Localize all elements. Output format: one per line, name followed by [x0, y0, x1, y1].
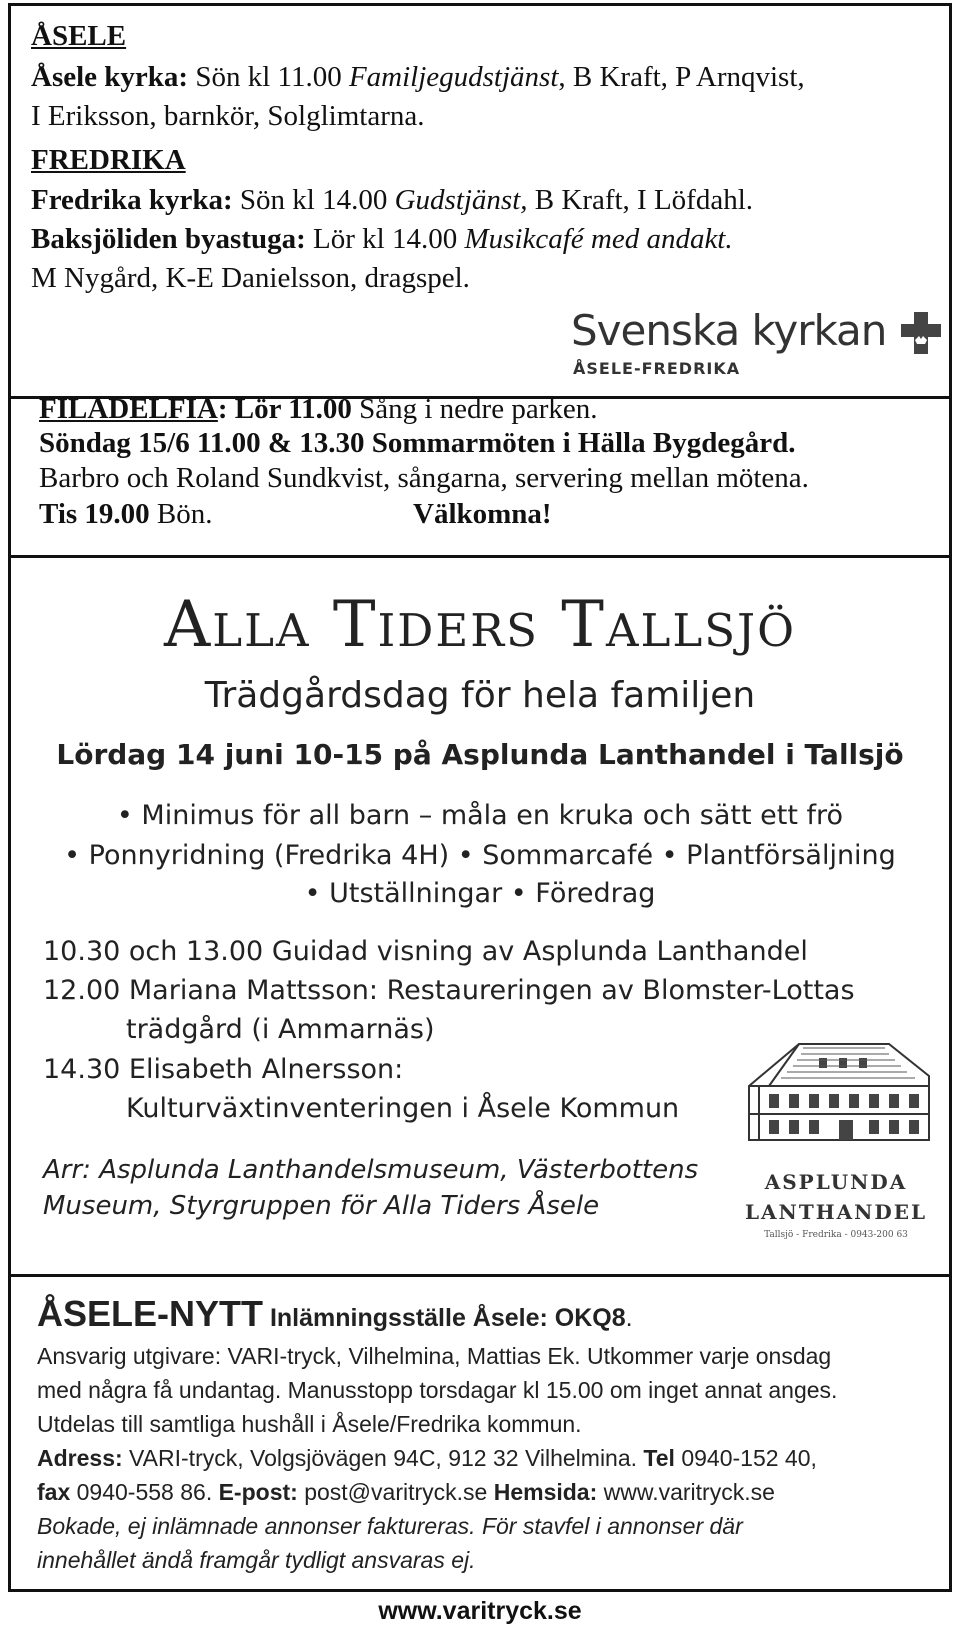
info-line: med några få undantag. Manusstopp torsdagar kl 15.00 om inget annat anges. — [37, 1377, 838, 1403]
logo-word: Svenska kyrkan — [571, 306, 887, 355]
asele-nytt-info-box — [8, 1274, 952, 1592]
asele-nytt-title-line: ÅSELE-NYTT Inlämningsställe Åsele: OKQ8. — [37, 1293, 633, 1334]
asele-kyrka-line: Åsele kyrka: Sön kl 11.00 Familjegudstjänst, B Kraft, P Arnqvist, — [31, 61, 805, 93]
bullet-line: • Utställningar • Föredrag — [304, 878, 656, 909]
organizers-line: Museum, Styrgruppen för Alla Tiders Åsele — [43, 1191, 600, 1221]
asele-heading: ÅSELE — [31, 20, 127, 52]
schedule-item: trädgård (i Ammarnäs) — [126, 1014, 435, 1045]
logo-line: LANTHANDEL — [744, 1200, 928, 1224]
info-line: Utdelas till samtliga hushåll i Åsele/Fredrika kommun. — [37, 1411, 582, 1437]
svenska-kyrkan-logo — [571, 306, 951, 386]
filadelfia-line2: Söndag 15/6 11.00 & 13.30 Sommarmöten i Hälla Bygdegård. — [39, 427, 796, 459]
ad-title: Alla Tiders Tallsjö — [164, 588, 796, 662]
address-line: Adress: VARI-tryck, Volgsjövägen 94C, 912 32 Vilhelmina. Tel 0940-152 40, — [37, 1445, 817, 1471]
logo-line: ASPLUNDA — [764, 1170, 908, 1194]
ad-subtitle: Trädgårdsdag för hela familjen — [204, 675, 756, 716]
note-line: innehållet ändå framgår tydligt ansvaras ej. — [37, 1547, 476, 1573]
church-notice-box — [8, 3, 952, 399]
filadelfia-welcome: Välkomna! — [413, 498, 552, 530]
house-illustration-icon — [739, 1036, 935, 1146]
bullet-line: • Ponnyridning (Fredrika 4H) • Sommarcafé • Plantförsäljning — [64, 840, 896, 871]
baksjoliden-line2: M Nygård, K-E Danielsson, dragspel. — [31, 262, 470, 294]
logo-line: Tallsjö - Fredrika - 0943-200 63 — [764, 1230, 908, 1240]
schedule-item: 14.30 Elisabeth Alnersson: — [43, 1054, 404, 1085]
logo-subtitle: ÅSELE-FREDRIKA — [573, 359, 741, 378]
crown-cross-icon — [899, 310, 943, 356]
ad-date-line: Lördag 14 juni 10-15 på Asplunda Lanthandel i Tallsjö — [56, 738, 904, 771]
filadelfia-line3: Barbro och Roland Sundkvist, sångarna, servering mellan mötena. — [39, 462, 809, 494]
asele-nytt-title: ÅSELE-NYTT — [37, 1293, 264, 1334]
fredrika-kyrka-line: Fredrika kyrka: Sön kl 14.00 Gudstjänst, B Kraft, I Löfdahl. — [31, 184, 754, 216]
schedule-item: 10.30 och 13.00 Guidad visning av Asplunda Lanthandel — [43, 936, 808, 967]
note-line: Bokade, ej inlämnade annonser faktureras. För stavfel i annonser där — [37, 1513, 743, 1539]
contact-line: fax 0940-558 86. E-post: post@varitryck.se Hemsida: www.varitryck.se — [37, 1479, 775, 1505]
asplunda-logo — [731, 1170, 941, 1240]
info-line: Ansvarig utgivare: VARI-tryck, Vilhelmina, Mattias Ek. Utkommer varje onsdag — [37, 1343, 832, 1369]
bullet-line: • Minimus för all barn – måla en kruka och sätt ett frö — [116, 800, 844, 831]
schedule-item: Kulturväxtinventeringen i Åsele Kommun — [126, 1093, 680, 1124]
schedule-item: 12.00 Mariana Mattsson: Restaureringen av Blomster-Lottas — [43, 975, 855, 1006]
alla-tiders-ad-box — [8, 555, 952, 1277]
fredrika-heading: FREDRIKA — [31, 144, 186, 176]
filadelfia-line4: Tis 19.00 Bön. — [39, 498, 213, 530]
baksjoliden-line: Baksjöliden byastuga: Lör kl 14.00 Musikcafé med andakt. — [31, 223, 733, 255]
footer-website-link[interactable]: www.varitryck.se — [378, 1597, 582, 1625]
filadelfia-notice-box — [8, 393, 952, 558]
filadelfia-line1: FILADELFIA: Lör 11.00 Sång i nedre parken. — [39, 393, 598, 425]
asele-kyrka-line2: I Eriksson, barnkör, Solglimtarna. — [31, 100, 425, 132]
organizers-line: Arr: Asplunda Lanthandelsmuseum, Västerbottens — [43, 1155, 699, 1185]
